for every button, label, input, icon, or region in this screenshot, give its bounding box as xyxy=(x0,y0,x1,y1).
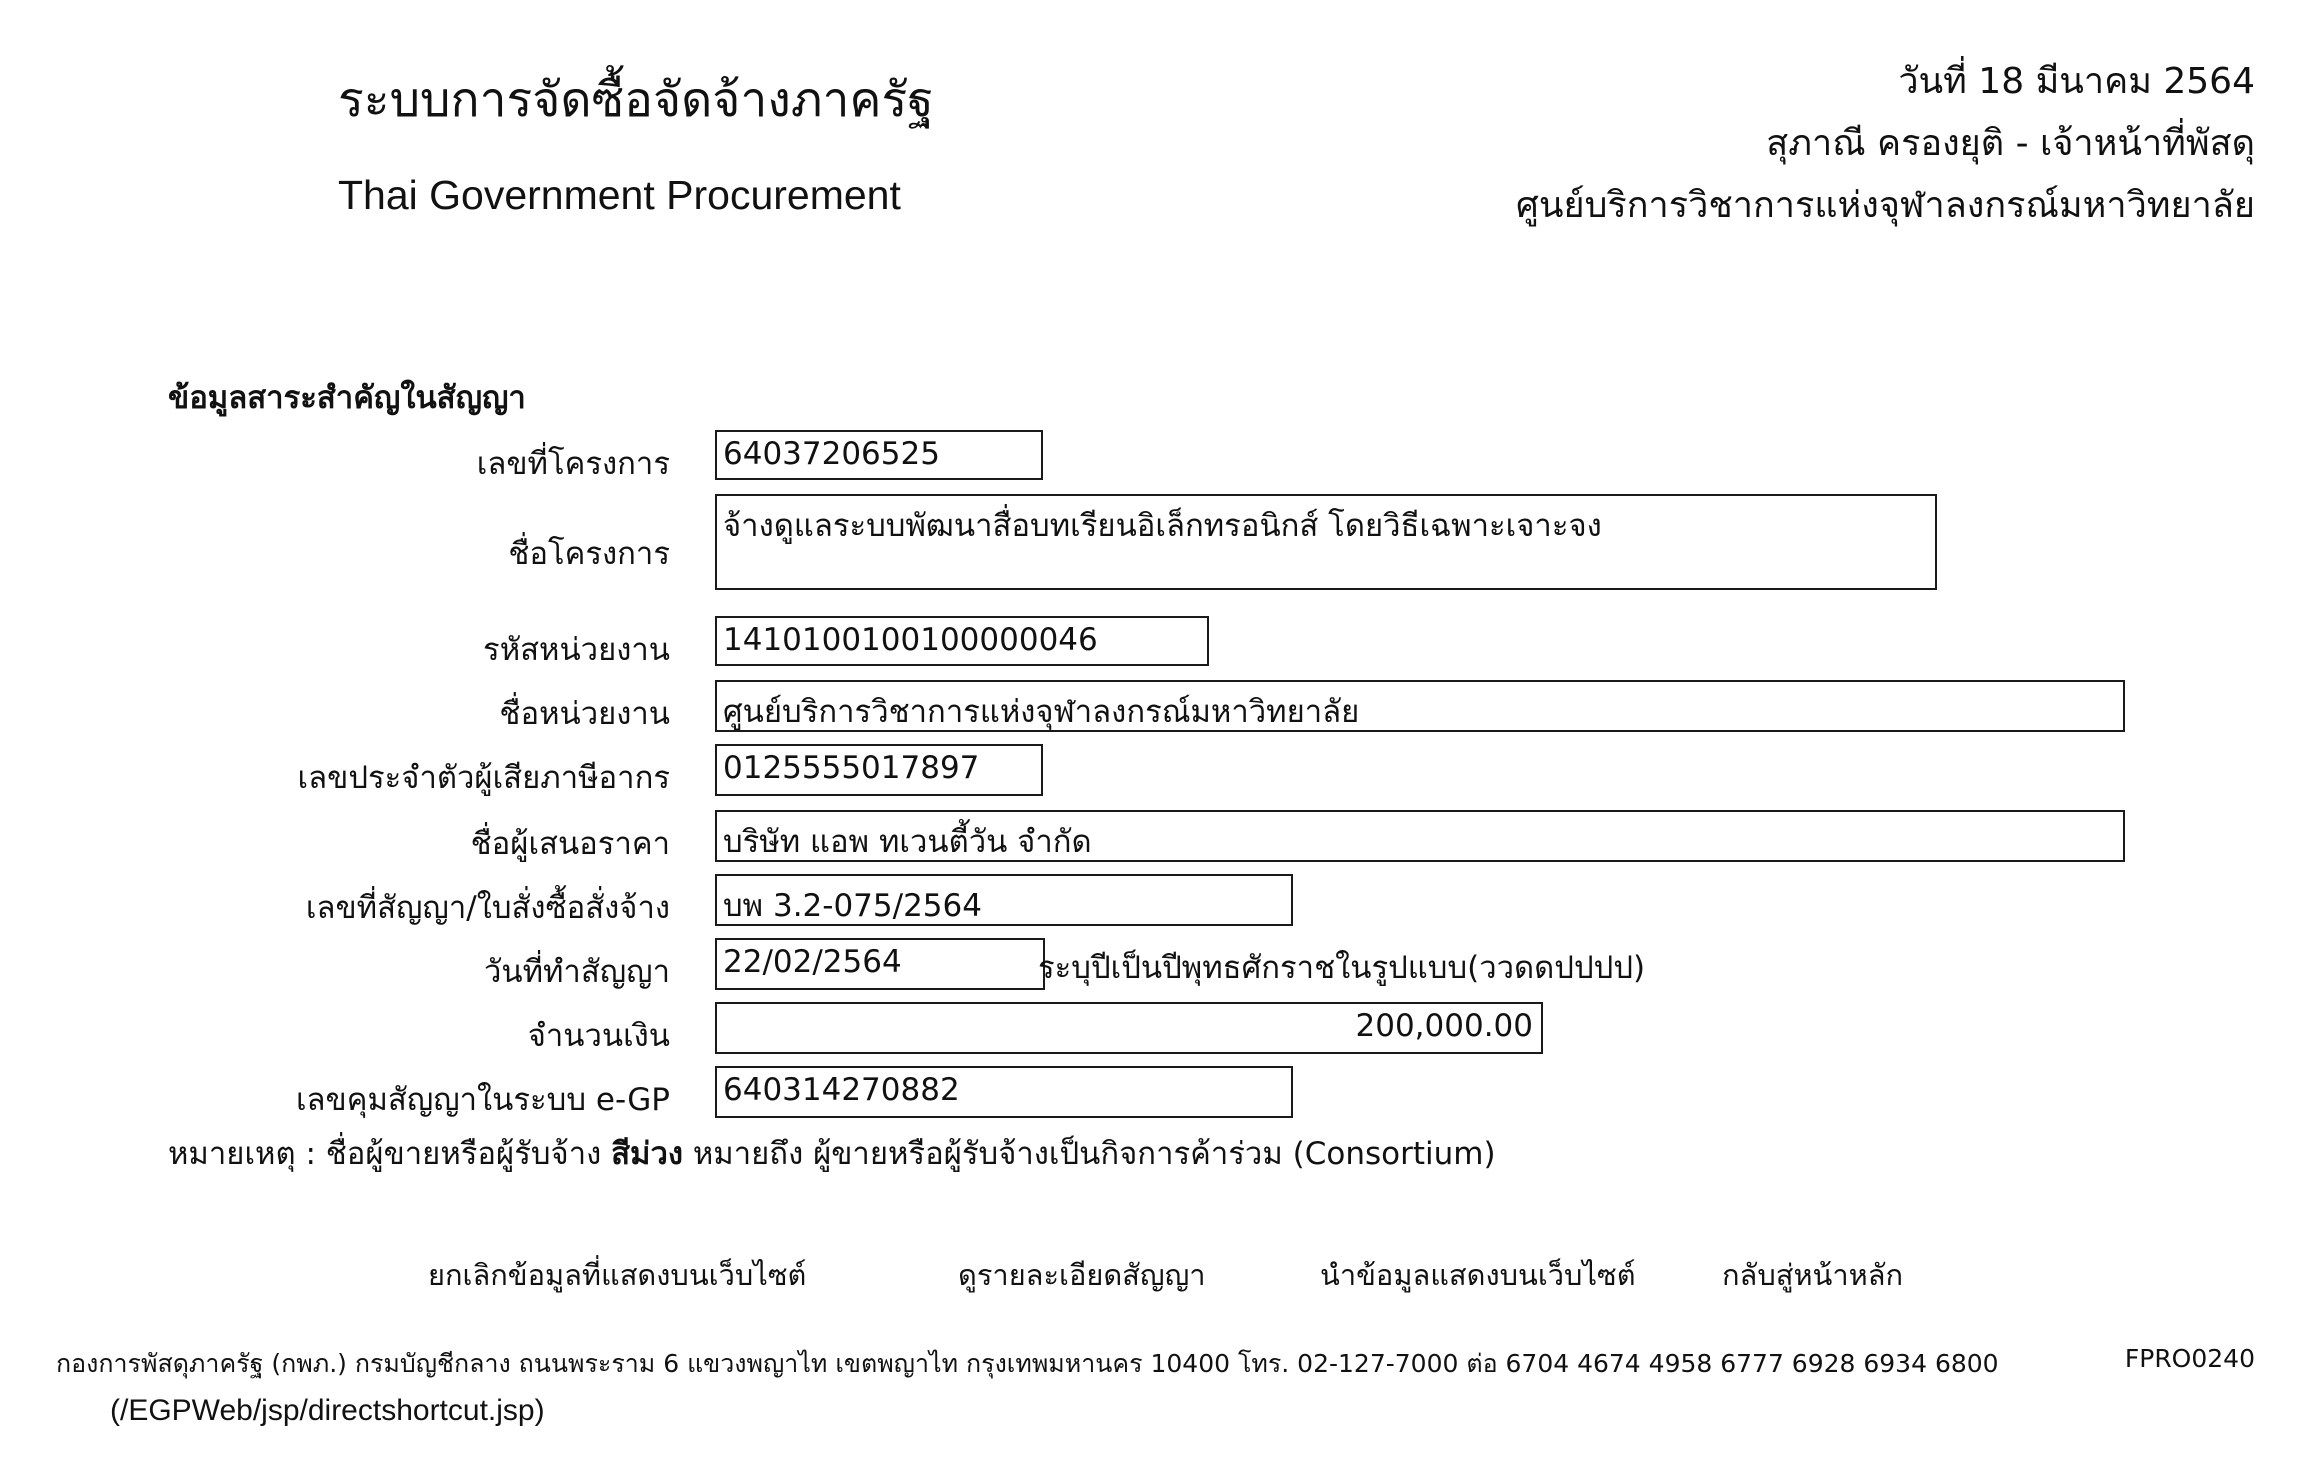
agency-name-field[interactable]: ศูนย์บริการวิชาการแห่งจุฬาลงกรณ์มหาวิทยาลัย xyxy=(715,680,2125,732)
note-prefix: หมายเหตุ : ชื่อผู้ขายหรือผู้รับจ้าง xyxy=(168,1136,612,1172)
contract-date-hint: ระบุปีเป็นปีพุทธศักราชในรูปแบบ(ววดดปปปป) xyxy=(1038,950,1646,986)
agency-code-label: รหัสหน่วยงาน xyxy=(483,632,670,668)
organization-name: ศูนย์บริการวิชาการแห่งจุฬาลงกรณ์มหาวิทยาลัย xyxy=(1516,185,2255,226)
agency-name-label: ชื่อหน่วยงาน xyxy=(499,696,670,732)
system-title-thai: ระบบการจัดซื้อจัดจ้างภาครัฐ xyxy=(338,72,934,128)
page-path: (/EGPWeb/jsp/directshortcut.jsp) xyxy=(110,1394,545,1427)
agency-code-field[interactable]: 1410100100100000046 xyxy=(715,616,1209,666)
project-name-field[interactable]: จ้างดูแลระบบพัฒนาสื่อบทเรียนอิเล็กทรอนิกส์ โดยวิธีเฉพาะเจาะจง xyxy=(715,494,1937,590)
user-info: สุภาณี ครองยุติ - เจ้าหน้าที่พัสดุ xyxy=(1766,123,2255,164)
bidder-name-field[interactable]: บริษัท แอพ ทเวนตี้วัน จำกัด xyxy=(715,810,2125,862)
page-code: FPRO0240 xyxy=(2124,1344,2255,1373)
consortium-note xyxy=(168,1128,1496,1178)
note-suffix: หมายถึง ผู้ขายหรือผู้รับจ้างเป็นกิจการค้าร่วม (Consortium) xyxy=(683,1136,1496,1172)
view-contract-details-link[interactable]: ดูรายละเอียดสัญญา xyxy=(958,1258,1206,1292)
contract-no-field[interactable]: บพ 3.2-075/2564 xyxy=(715,874,1293,926)
tax-id-label: เลขประจำตัวผู้เสียภาษีอากร xyxy=(297,760,670,796)
egp-contract-no-label: เลขคุมสัญญาในระบบ e-GP xyxy=(295,1082,670,1118)
project-no-label: เลขที่โครงการ xyxy=(476,446,670,482)
amount-label: จำนวนเงิน xyxy=(527,1018,670,1054)
system-title-english: Thai Government Procurement xyxy=(338,172,901,218)
back-to-home-link[interactable]: กลับสู่หน้าหลัก xyxy=(1722,1258,1904,1292)
amount-field[interactable]: 200,000.00 xyxy=(715,1002,1543,1054)
contract-date-field[interactable]: 22/02/2564 xyxy=(715,938,1045,990)
current-date: วันที่ 18 มีนาคม 2564 xyxy=(1898,61,2255,102)
contract-date-label: วันที่ทำสัญญา xyxy=(483,954,670,990)
contract-no-label: เลขที่สัญญา/ใบสั่งซื้อสั่งจ้าง xyxy=(305,890,670,926)
tax-id-field[interactable]: 0125555017897 xyxy=(715,744,1043,796)
cancel-web-display-link[interactable]: ยกเลิกข้อมูลที่แสดงบนเว็บไซต์ xyxy=(428,1258,807,1292)
footer-address: กองการพัสดุภาครัฐ (กพภ.) กรมบัญชีกลาง ถนนพระราม 6 แขวงพญาไท เขตพญาไท กรุงเทพมหานคร 10400 โทร. 02-127-7000 ต่อ 6704 4674 4958 6777 6928 6934 6800 xyxy=(56,1349,1999,1378)
section-title: ข้อมูลสาระสำคัญในสัญญา xyxy=(168,380,526,416)
publish-to-web-link[interactable]: นำข้อมูลแสดงบนเว็บไซต์ xyxy=(1320,1258,1636,1292)
egp-contract-no-field[interactable]: 640314270882 xyxy=(715,1066,1293,1118)
bidder-name-label: ชื่อผู้เสนอราคา xyxy=(470,826,670,862)
note-highlight: สีม่วง xyxy=(611,1136,684,1172)
project-no-field[interactable]: 64037206525 xyxy=(715,430,1043,480)
project-name-label: ชื่อโครงการ xyxy=(508,536,670,572)
